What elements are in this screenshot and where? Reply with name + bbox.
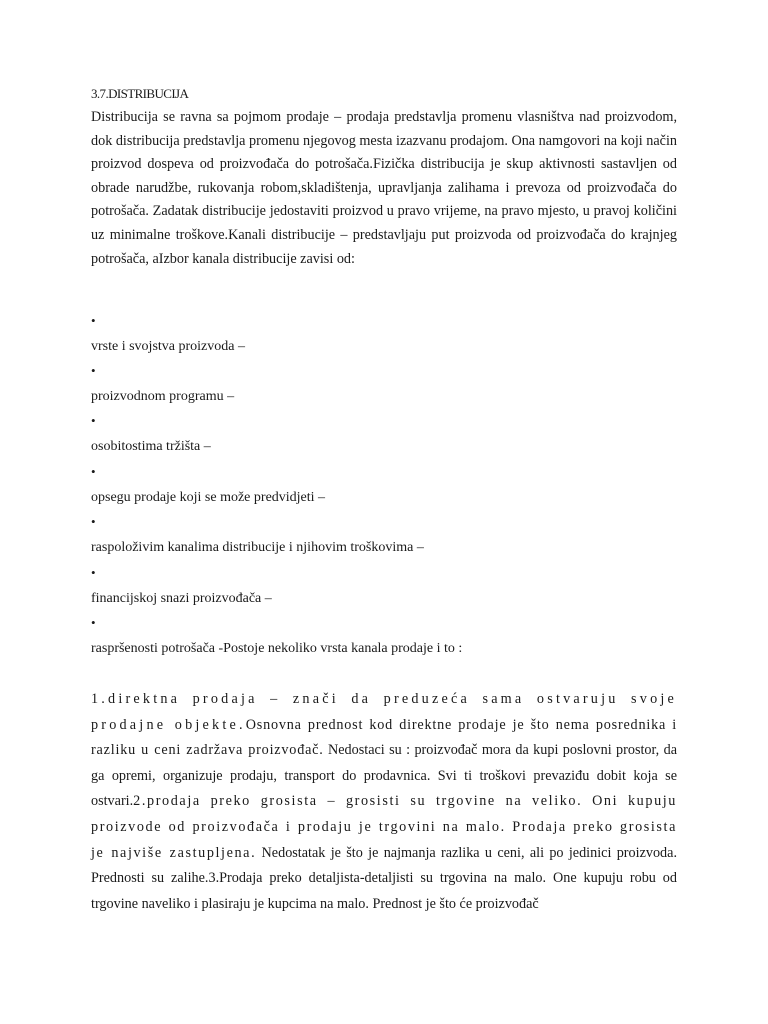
bullet: • <box>91 313 96 328</box>
direct-sales-drawbacks: Nedostaci su : proizvođač mora da kupi poslovni prostor, da ga opremi, organizuje prodaju, transport do prodavnica. Svi ti troškovi prevaziđu dobit koja se ostvari. <box>91 742 677 810</box>
bullet: • <box>91 565 96 580</box>
bullet: • <box>91 514 96 529</box>
bullet: • <box>91 363 96 378</box>
bullet: • <box>91 464 96 479</box>
bullet: • <box>91 413 96 428</box>
sales-channels-paragraph <box>91 687 677 917</box>
section-heading: 3.7.DISTRIBUCIJA <box>91 86 189 101</box>
bullet: • <box>91 615 96 630</box>
intro-paragraph: Distribucija se ravna sa pojmom prodaje – prodaja predstavlja promenu vlasništva nad proizvodom, dok distribucija predstavlja promenu njegovog mesta izazvanu prodajom. Ona namgovori na koji način proizvod dospeva od proizvođača do potrošača.Fizička distribucija je skup aktivnosti sastavljen od obrade narudžbe, rukovanja robom,skladištenja, upravljanja zalihama i prevoza od proizvođača do potrošača. Zadatak distribucije jedostaviti proizvod u pravo vrijeme, na pravo mjesto, u pravoj količini uz minimalne troškove.Kanali distribucije – predstavljaju put proizvoda od proizvođača do krajnjeg potrošača, aIzbor kanala distribucije zavisi od: <box>91 109 677 267</box>
wholesale-sentence: 2.prodaja preko grosista – grosisti su trgovine na veliko. Oni kupuju proizvode od proizvođača i prodaju je trgovini na malo. Prodaja preko grosista je najviše zastupljena. <box>91 793 677 861</box>
direct-sales-sentence: 1.direktna prodaja – znači da preduzeća sama ostvaruju svoje prodajne objekte. <box>91 691 677 733</box>
list-item: proizvodnom programu – <box>91 389 235 404</box>
direct-sales-advantage: Osnovna prednost kod direktne prodaje je što nema posrednika i razliku u ceni zadržava proizvođač. <box>91 716 677 759</box>
list-item: osobitostima tržišta – <box>91 439 211 454</box>
retail-sentence: Nedostatak je što je najmanja razlika u ceni, ali po jedinici proizvoda. Prednosti su zalihe.3.Prodaja preko detaljista-detaljisti su trgovina na malo. One kupuju robu od trgovine naveliko i plasiraju je kupcima na malo. Prednost je što će proizvođač <box>91 844 677 912</box>
list-item: raspoloživim kanalima distribucije i njihovim troškovima – <box>91 540 424 555</box>
list-item: financijskoj snazi proizvođača – <box>91 591 272 606</box>
list-item: vrste i svojstva proizvoda – <box>91 339 245 354</box>
list-item: opsegu prodaje koji se može predvidjeti – <box>91 490 326 505</box>
list-item: raspršenosti potrošača -Postoje nekoliko vrsta kanala prodaje i to : <box>91 641 463 656</box>
